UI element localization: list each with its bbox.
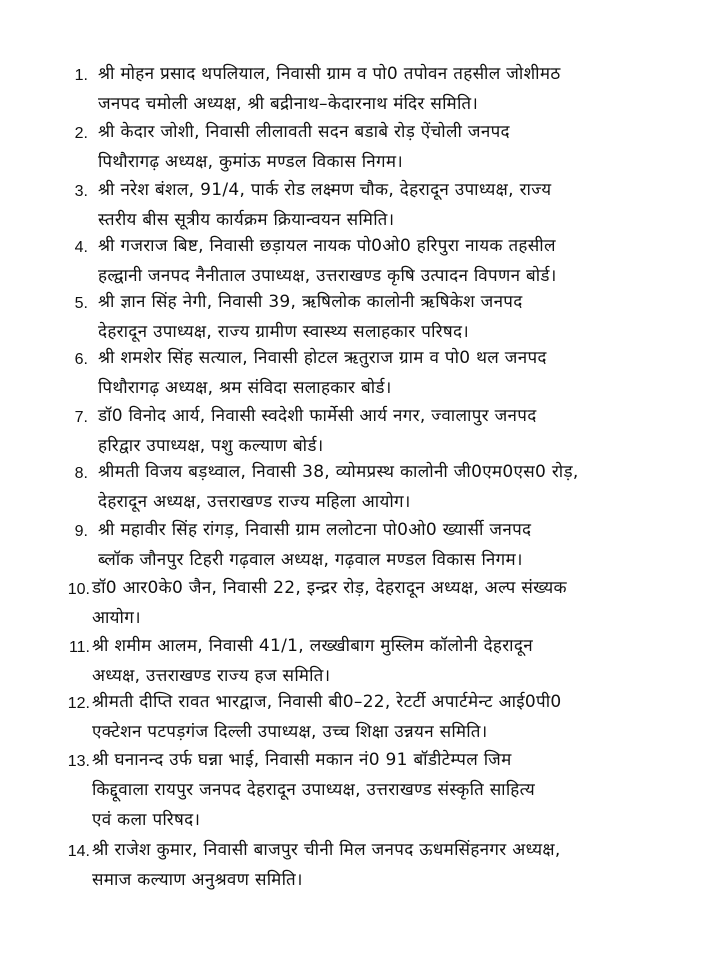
item-text-line: स्तरीय बीस सूत्रीय कार्यक्रम क्रियान्वयन समिति।	[98, 210, 395, 230]
item-text-line: पिथौरागढ़ अध्यक्ष, श्रम संविदा सलाहकार बोर्ड।	[98, 378, 392, 398]
item-number: 14.	[67, 843, 90, 860]
item-number: 1.	[74, 67, 88, 84]
item-number: 4.	[74, 239, 88, 256]
item-number: 6.	[74, 351, 88, 368]
item-number: 13.	[67, 753, 90, 770]
item-number: 9.	[74, 523, 88, 540]
item-text-line: श्री शमशेर सिंह सत्याल, निवासी होटल ऋतुराज ग्राम व पो0 थल जनपद	[98, 348, 547, 368]
item-number: 5.	[74, 295, 88, 312]
item-text-line: श्री महावीर सिंह रांगड़, निवासी ग्राम ललोटना पो0ओ0 ख्यार्सी जनपद	[98, 520, 532, 540]
item-text-line: श्री केदार जोशी, निवासी लीलावती सदन बडाबे रोड़ ऐंचोली जनपद	[98, 122, 510, 142]
item-number: 7.	[74, 409, 88, 426]
item-text-line: हरिद्वार उपाध्यक्ष, पशु कल्याण बोर्ड।	[98, 436, 324, 456]
item-text-line: जनपद चमोली अध्यक्ष, श्री बद्रीनाथ–केदारनाथ मंदिर समिति।	[98, 94, 479, 114]
item-text-line: देहरादून अध्यक्ष, उत्तराखण्ड राज्य महिला आयोग।	[98, 492, 411, 512]
item-text-line: श्री मोहन प्रसाद थपलियाल, निवासी ग्राम व पो0 तपोवन तहसील जोशीमठ	[98, 64, 561, 84]
item-text-line: एवं कला परिषद।	[92, 810, 201, 830]
item-text-line: श्री ज्ञान सिंह नेगी, निवासी 39, ऋषिलोक कालोनी ऋषिकेश जनपद	[98, 292, 523, 312]
item-text-line: किद्दूवाला रायपुर जनपद देहरादून उपाध्यक्ष, उत्तराखण्ड संस्कृति साहित्य	[92, 780, 536, 800]
item-text-line: एक्टेशन पटपड़गंज दिल्ली उपाध्यक्ष, उच्च शिक्षा उन्नयन समिति।	[92, 722, 488, 742]
item-text-line: पिथौरागढ़ अध्यक्ष, कुमांऊ मण्डल विकास निगम।	[98, 152, 404, 172]
item-text-line: अध्यक्ष, उत्तराखण्ड राज्य हज समिति।	[92, 666, 331, 686]
item-number: 12.	[67, 695, 90, 712]
item-number: 11.	[68, 639, 90, 656]
item-text-line: श्रीमती दीप्ति रावत भारद्वाज, निवासी बी0–22, रेटर्टी अपार्टमेन्ट आई0पी0	[92, 692, 562, 712]
item-text-line: डॉ0 आर0के0 जैन, निवासी 22, इन्द्रर रोड़, देहरादून अध्यक्ष, अल्प संख्यक	[92, 578, 567, 598]
item-text-line: हल्द्वानी जनपद नैनीताल उपाध्यक्ष, उत्तराखण्ड कृषि उत्पादन विपणन बोर्ड।	[98, 266, 557, 286]
item-text-line: श्री राजेश कुमार, निवासी बाजपुर चीनी मिल जनपद ऊधमसिंहनगर अध्यक्ष,	[92, 840, 561, 860]
item-text-line: श्री घनानन्द उर्फ घन्ना भाई, निवासी मकान नं0 91 बॉडीटेम्पल जिम	[92, 750, 512, 770]
item-number: 3.	[74, 183, 88, 200]
item-text-line: श्री नरेश बंशल, 91/4, पार्क रोड लक्ष्मण चौक, देहरादून उपाध्यक्ष, राज्य	[98, 180, 552, 200]
item-text-line: समाज कल्याण अनुश्रवण समिति।	[92, 870, 303, 890]
item-number: 8.	[74, 465, 88, 482]
item-text-line: डॉ0 विनोद आर्य, निवासी स्वदेशी फार्मेसी आर्य नगर, ज्वालापुर जनपद	[98, 406, 537, 426]
item-text-line: आयोग।	[92, 608, 141, 628]
item-number: 2.	[74, 125, 88, 142]
item-text-line: श्रीमती विजय बड़थ्वाल, निवासी 38, व्योमप्रस्थ कालोनी जी0एम0एस0 रोड़,	[98, 462, 579, 482]
item-number: 10.	[67, 581, 90, 598]
item-text-line: ब्लॉक जौनपुर टिहरी गढ़वाल अध्यक्ष, गढ़वाल मण्डल विकास निगम।	[98, 550, 523, 570]
item-text-line: श्री शमीम आलम, निवासी 41/1, लख्खीबाग मुस्लिम कॉलोनी देहरादून	[92, 636, 533, 656]
item-text-line: देहरादून उपाध्यक्ष, राज्य ग्रामीण स्वास्थ्य सलाहकार परिषद।	[98, 322, 470, 342]
item-text-line: श्री गजराज बिष्ट, निवासी छड़ायल नायक पो0ओ0 हरिपुरा नायक तहसील	[98, 236, 556, 256]
